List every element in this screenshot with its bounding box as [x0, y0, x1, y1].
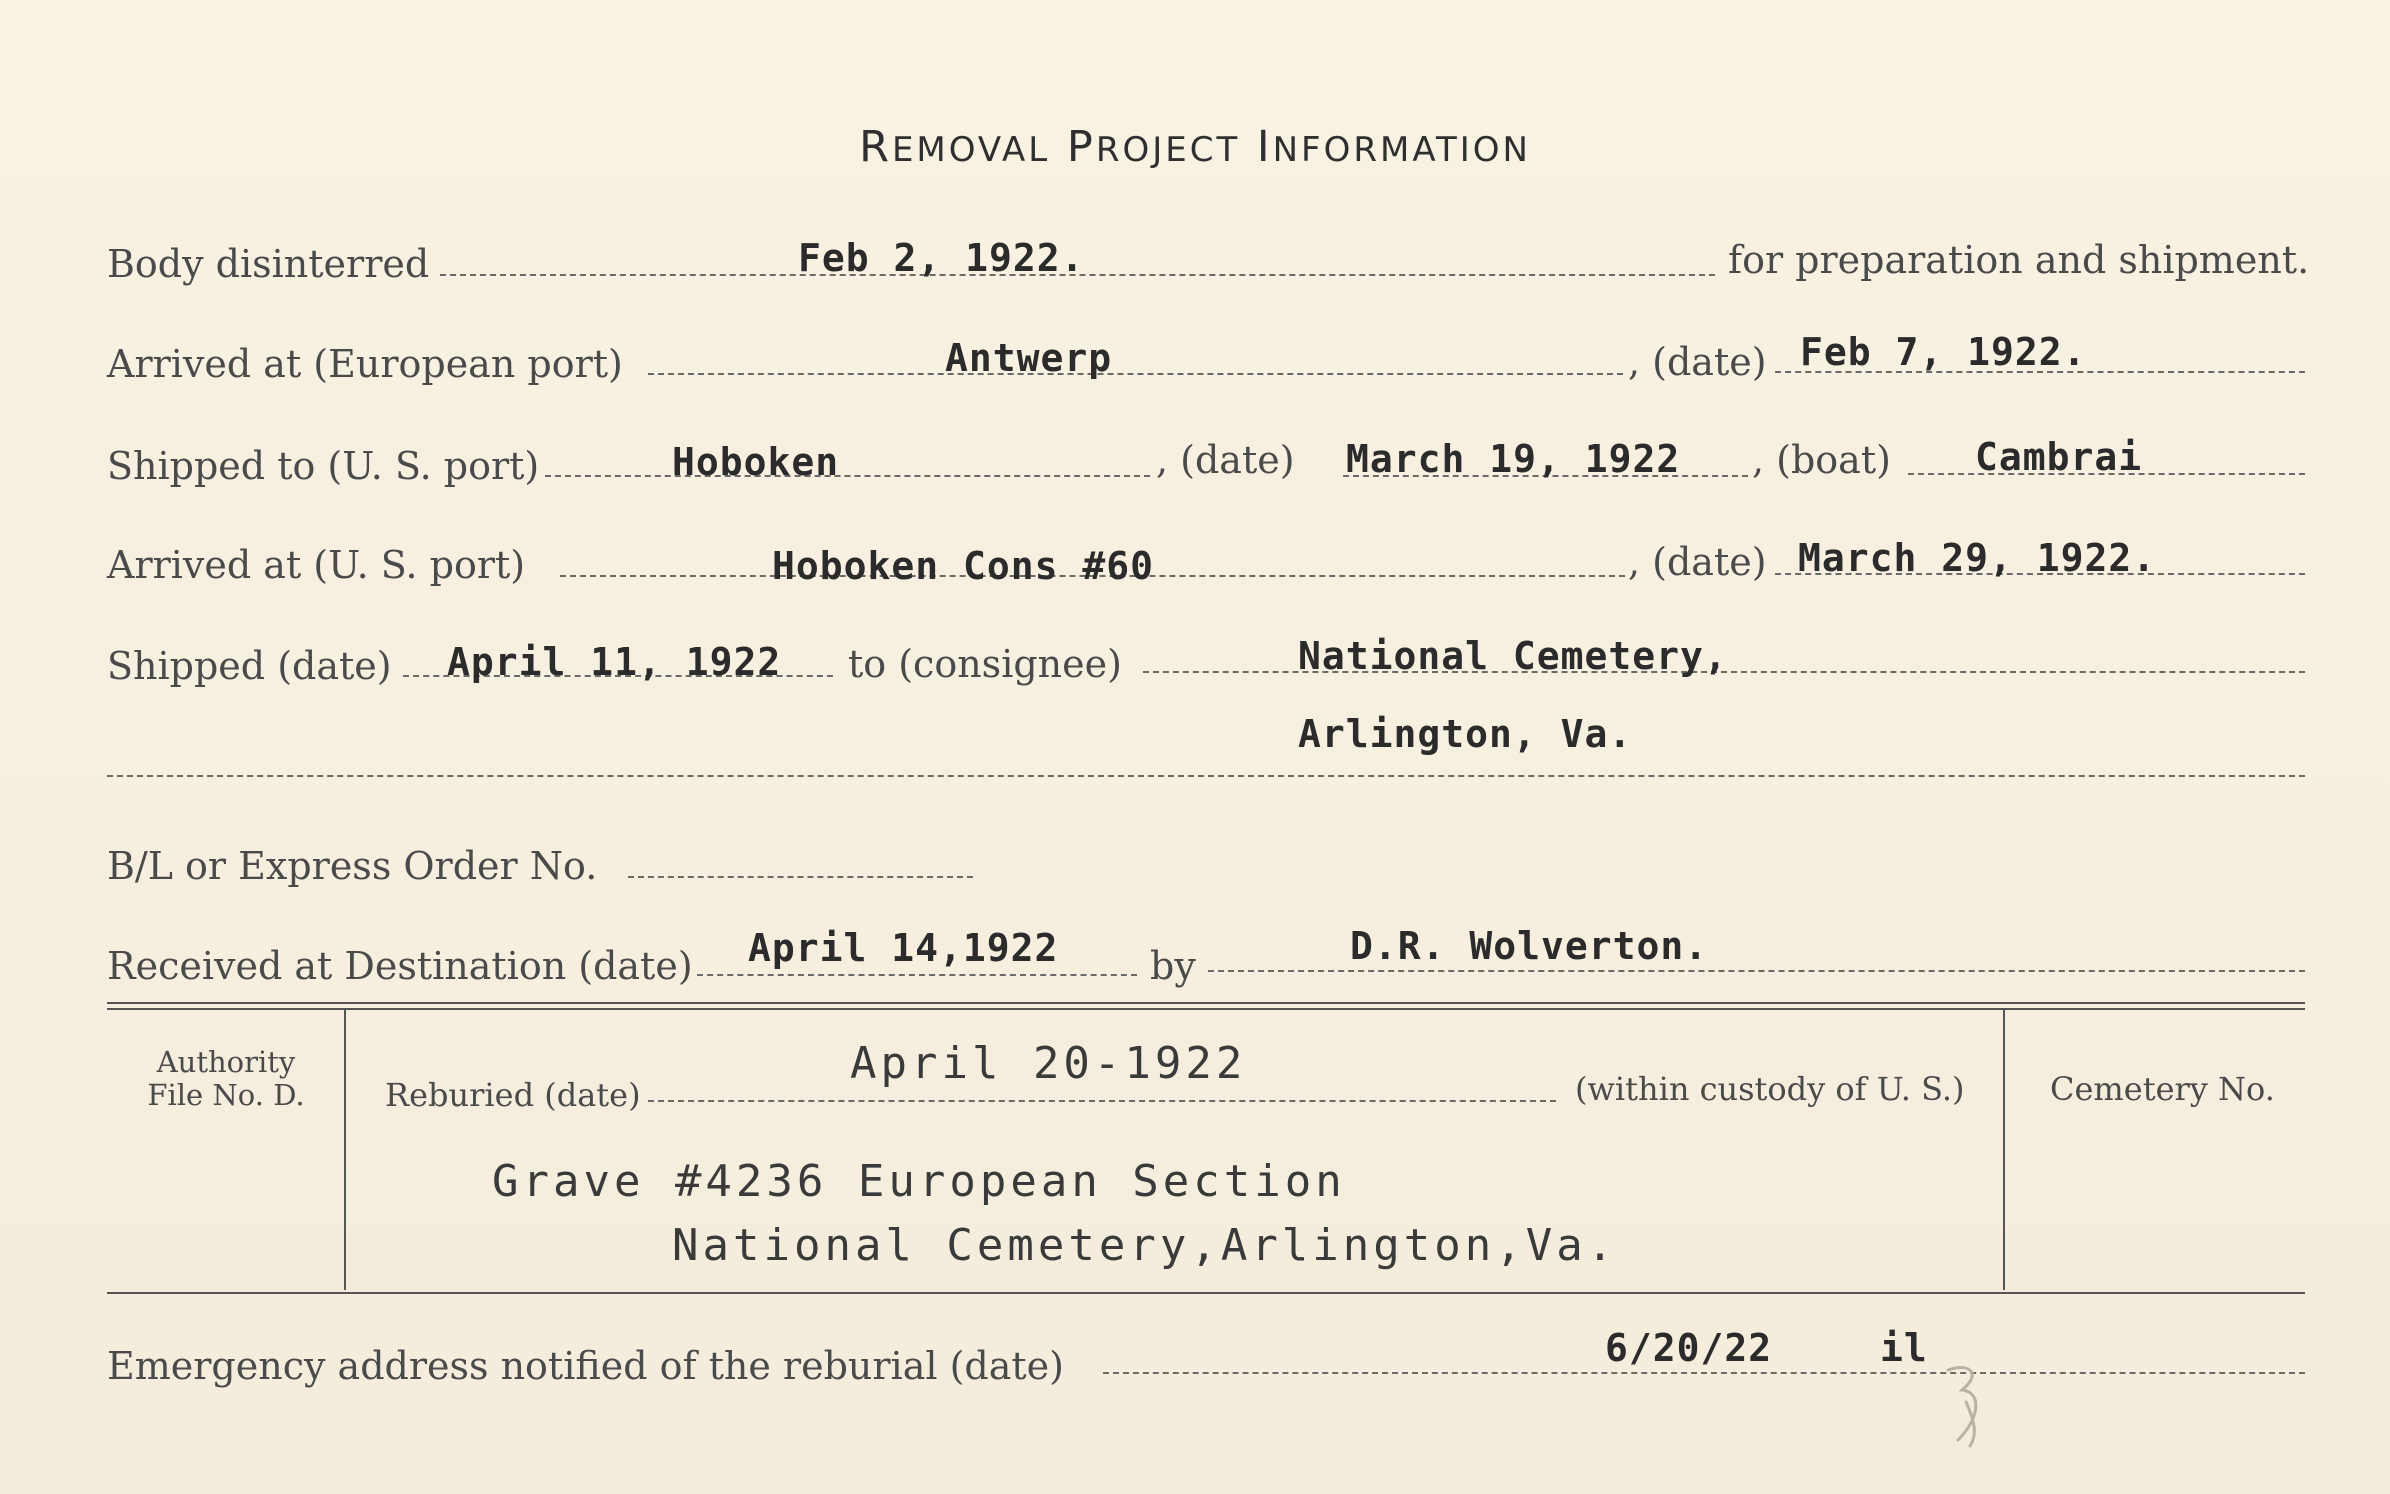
emergency-initials: il	[1880, 1326, 1928, 1370]
grave-line2: National Cemetery,Arlington,Va.	[672, 1220, 1618, 1271]
cemetery-no-label: Cemetery No.	[2050, 1070, 2275, 1108]
custody-note: (within custody of U. S.)	[1575, 1070, 1965, 1108]
bl-order-label: B/L or Express Order No.	[107, 844, 598, 888]
emergency-line	[1103, 1372, 2305, 1374]
box-divider-right	[2003, 1010, 2005, 1290]
received-label: Received at Destination (date)	[107, 944, 693, 988]
received-date: April 14,1922	[748, 926, 1059, 970]
reburied-label: Reburied (date)	[385, 1076, 641, 1114]
bl-order-line	[628, 876, 973, 878]
arrived-european-date: Feb 7, 1922.	[1800, 330, 2087, 374]
arrived-us-label: Arrived at (U. S. port)	[107, 543, 526, 587]
arrived-european-date-label: , (date)	[1628, 340, 1767, 384]
arrived-us-date-label: , (date)	[1628, 540, 1767, 584]
arrived-european-line	[648, 373, 1623, 375]
consignee-line1: National Cemetery,	[1298, 634, 1728, 678]
shipped-us-label: Shipped to (U. S. port)	[107, 444, 540, 488]
shipped-date-value: April 11, 1922	[447, 640, 782, 684]
authority-line1: Authority	[156, 1045, 296, 1079]
shipped-us-port-line	[545, 475, 1150, 477]
arrived-european-port: Antwerp	[945, 336, 1113, 380]
received-by-line	[1208, 970, 2305, 972]
emergency-date: 6/20/22	[1605, 1326, 1773, 1370]
shipped-us-boat-label: , (boat)	[1752, 438, 1891, 482]
box-bottom-rule	[107, 1292, 2305, 1294]
arrived-us-date: March 29, 1922.	[1798, 536, 2157, 580]
arrived-us-port: Hoboken Cons #60	[772, 544, 1155, 588]
shipped-date-label: Shipped (date)	[107, 644, 392, 688]
consignee-line2: Arlington, Va.	[1298, 712, 1633, 756]
reburied-date: April 20-1922	[850, 1038, 1247, 1089]
shipped-us-boat: Cambrai	[1975, 435, 2143, 479]
pencil-mark-icon	[1940, 1360, 1990, 1450]
authority-label	[112, 1046, 340, 1112]
arrived-european-label: Arrived at (European port)	[107, 342, 623, 386]
reburied-line	[648, 1100, 1556, 1102]
authority-line2: File No. D.	[147, 1078, 305, 1112]
body-disinterred-value: Feb 2, 1922.	[798, 236, 1085, 280]
shipped-us-port: Hoboken	[672, 440, 840, 484]
card-title: REMOVAL PROJECT INFORMATION	[859, 122, 1531, 172]
body-disinterred-suffix: for preparation and shipment.	[1728, 238, 2310, 282]
box-top-rule-2	[107, 1008, 2305, 1010]
consignee-label: to (consignee)	[848, 642, 1122, 686]
body-disinterred-label: Body disinterred	[107, 242, 430, 286]
box-top-rule	[107, 1002, 2305, 1004]
shipped-us-date: March 19, 1922	[1346, 437, 1681, 481]
shipped-us-date-label: , (date)	[1156, 438, 1295, 482]
received-by: D.R. Wolverton.	[1350, 924, 1709, 968]
received-by-label: by	[1150, 944, 1196, 988]
consignee-line-2	[107, 775, 2305, 777]
box-divider-left	[344, 1010, 346, 1290]
emergency-label: Emergency address notified of the reburial (date)	[107, 1344, 1064, 1388]
received-date-line	[697, 974, 1137, 976]
grave-line1: Grave #4236 European Section	[492, 1156, 1346, 1207]
